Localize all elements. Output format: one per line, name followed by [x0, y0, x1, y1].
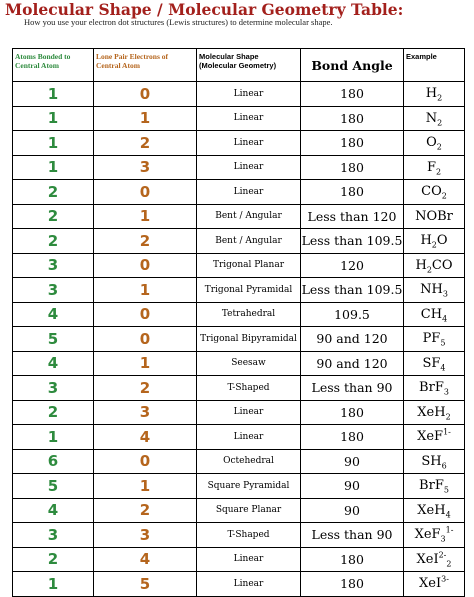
cell-molecular-shape: Linear — [197, 131, 301, 156]
cell-bond-angle: 180 — [301, 180, 404, 205]
cell-atoms-bonded: 3 — [13, 523, 94, 548]
table-row — [13, 376, 465, 401]
cell-lone-pairs: 0 — [94, 449, 197, 474]
header-bond-angle: Bond Angle — [301, 49, 404, 82]
cell-atoms-bonded: 2 — [13, 229, 94, 254]
formula-subscript: 2 — [437, 118, 443, 128]
cell-example-formula — [404, 253, 465, 278]
formula-subscript: 6 — [441, 461, 447, 471]
table-row — [13, 449, 465, 474]
table-row — [13, 204, 465, 229]
cell-lone-pairs: 2 — [94, 376, 197, 401]
cell-bond-angle: 180 — [301, 82, 404, 107]
formula-text: O — [436, 233, 448, 249]
formula-subscript: 5 — [440, 338, 446, 348]
cell-atoms-bonded: 3 — [13, 253, 94, 278]
formula-text: BrF — [419, 478, 444, 494]
cell-bond-angle: 90 — [301, 498, 404, 523]
cell-atoms-bonded: 1 — [13, 106, 94, 131]
formula-superscript: 1- — [443, 427, 451, 437]
formula-superscript: 2- — [438, 550, 447, 560]
header-molecular-shape: Molecular Shape (Molecular Geometry) — [197, 49, 301, 82]
table-row — [13, 253, 465, 278]
table-row — [13, 278, 465, 303]
formula-text: BrF — [419, 380, 444, 396]
cell-bond-angle: 90 and 120 — [301, 351, 404, 376]
cell-molecular-shape: Linear — [197, 572, 301, 597]
cell-atoms-bonded: 4 — [13, 351, 94, 376]
table-row — [13, 229, 465, 254]
cell-atoms-bonded: 1 — [13, 82, 94, 107]
formula-text: F — [426, 159, 436, 175]
formula-subscript: 4 — [442, 314, 448, 324]
table-row — [13, 351, 465, 376]
formula-subscript: 2 — [435, 167, 442, 177]
formula-text: NH — [420, 282, 443, 298]
cell-lone-pairs: 1 — [94, 351, 197, 376]
cell-example-formula — [404, 351, 465, 376]
formula-subscript: 5 — [443, 485, 449, 495]
formula-superscript: 1- — [445, 525, 454, 535]
formula-text: XeH — [417, 404, 446, 420]
cell-molecular-shape: Trigonal Planar — [197, 253, 301, 278]
cell-lone-pairs: 3 — [94, 400, 197, 425]
page-subtitle: How you use your electron dot structures (Lewis structures) to determine molecular shape. — [24, 17, 333, 27]
cell-bond-angle: 109.5 — [301, 302, 404, 327]
table-body — [13, 82, 465, 597]
formula-text: PF — [422, 331, 441, 347]
cell-example-formula — [404, 106, 465, 131]
cell-lone-pairs: 2 — [94, 229, 197, 254]
cell-bond-angle: 180 — [301, 425, 404, 450]
cell-atoms-bonded: 3 — [13, 278, 94, 303]
formula-text: XeF — [414, 527, 441, 543]
table-row — [13, 302, 465, 327]
header-example: Example — [404, 49, 465, 82]
cell-bond-angle: 180 — [301, 572, 404, 597]
cell-molecular-shape: Trigonal Pyramidal — [197, 278, 301, 303]
cell-bond-angle: 180 — [301, 155, 404, 180]
cell-molecular-shape: T-Shaped — [197, 376, 301, 401]
table-row — [13, 327, 465, 352]
cell-lone-pairs: 4 — [94, 547, 197, 572]
cell-molecular-shape: Linear — [197, 82, 301, 107]
formula-subscript: 3 — [443, 387, 449, 397]
formula-subscript: 4 — [445, 510, 451, 520]
table-row — [13, 106, 465, 131]
cell-bond-angle: Less than 90 — [301, 523, 404, 548]
cell-lone-pairs: 0 — [94, 253, 197, 278]
cell-atoms-bonded: 6 — [13, 449, 94, 474]
formula-text: H — [425, 86, 438, 102]
cell-example-formula — [404, 302, 465, 327]
table-row — [13, 425, 465, 450]
cell-bond-angle: 120 — [301, 253, 404, 278]
header-atoms-bonded: Atoms Bonded to Central Atom — [13, 49, 94, 82]
cell-lone-pairs: 1 — [94, 204, 197, 229]
formula-subscript: 2 — [445, 412, 451, 422]
cell-example-formula — [404, 82, 465, 107]
formula-text: N — [425, 110, 438, 126]
cell-atoms-bonded: 4 — [13, 498, 94, 523]
header-lone-pairs: Lone Pair Electrons of Central Atom — [94, 49, 197, 82]
cell-example-formula — [404, 523, 465, 548]
cell-example-formula — [404, 474, 465, 499]
formula-text: XeI — [416, 551, 439, 567]
cell-lone-pairs: 4 — [94, 425, 197, 450]
cell-lone-pairs: 0 — [94, 327, 197, 352]
cell-molecular-shape: T-Shaped — [197, 523, 301, 548]
table-row — [13, 547, 465, 572]
formula-text: H — [420, 233, 432, 249]
cell-molecular-shape: Linear — [197, 180, 301, 205]
cell-atoms-bonded: 2 — [13, 180, 94, 205]
cell-molecular-shape: Linear — [197, 106, 301, 131]
cell-molecular-shape: Linear — [197, 155, 301, 180]
cell-atoms-bonded: 2 — [13, 400, 94, 425]
formula-subscript: 3 — [442, 289, 448, 299]
cell-molecular-shape: Tetrahedral — [197, 302, 301, 327]
cell-bond-angle: Less than 109.5 — [301, 229, 404, 254]
cell-molecular-shape: Square Pyramidal — [197, 474, 301, 499]
cell-lone-pairs: 0 — [94, 180, 197, 205]
formula-subscript: 2 — [441, 191, 447, 201]
formula-superscript: 3- — [441, 574, 449, 584]
formula-subscript: 2 — [446, 559, 452, 569]
table-row — [13, 180, 465, 205]
cell-lone-pairs: 0 — [94, 82, 197, 107]
cell-example-formula — [404, 547, 465, 572]
formula-text: XeI — [419, 576, 442, 592]
cell-lone-pairs: 1 — [94, 278, 197, 303]
cell-atoms-bonded: 1 — [13, 425, 94, 450]
table-row — [13, 82, 465, 107]
formula-text: O — [426, 135, 437, 151]
table-header — [13, 49, 465, 82]
cell-atoms-bonded: 3 — [13, 376, 94, 401]
table-row — [13, 572, 465, 597]
formula-text: H — [415, 257, 427, 273]
molecular-geometry-table — [12, 48, 465, 597]
cell-lone-pairs: 5 — [94, 572, 197, 597]
table-row — [13, 131, 465, 156]
formula-subscript: 2 — [431, 240, 437, 250]
cell-atoms-bonded: 5 — [13, 327, 94, 352]
cell-bond-angle: Less than 120 — [301, 204, 404, 229]
cell-example-formula — [404, 376, 465, 401]
cell-bond-angle: 90 and 120 — [301, 327, 404, 352]
cell-molecular-shape: Trigonal Bipyramidal — [197, 327, 301, 352]
cell-bond-angle: 180 — [301, 400, 404, 425]
cell-atoms-bonded: 2 — [13, 204, 94, 229]
cell-example-formula — [404, 498, 465, 523]
formula-subscript: 2 — [437, 93, 443, 103]
cell-molecular-shape: Linear — [197, 400, 301, 425]
cell-example-formula — [404, 155, 465, 180]
formula-text: CH — [420, 306, 443, 322]
cell-molecular-shape: Seesaw — [197, 351, 301, 376]
cell-example-formula — [404, 449, 465, 474]
cell-atoms-bonded: 1 — [13, 155, 94, 180]
cell-atoms-bonded: 4 — [13, 302, 94, 327]
table-row — [13, 523, 465, 548]
formula-subscript: 2 — [426, 265, 432, 275]
cell-bond-angle: 180 — [301, 106, 404, 131]
cell-example-formula — [404, 278, 465, 303]
cell-molecular-shape: Octehedral — [197, 449, 301, 474]
formula-subscript: 4 — [440, 363, 446, 373]
formula-text: XeH — [417, 502, 446, 518]
cell-lone-pairs: 1 — [94, 474, 197, 499]
formula-subscript: 3 — [440, 534, 446, 544]
page-title: Molecular Shape / Molecular Geometry Table: — [5, 0, 404, 19]
cell-bond-angle: Less than 109.5 — [301, 278, 404, 303]
table-row — [13, 498, 465, 523]
cell-example-formula — [404, 425, 465, 450]
cell-atoms-bonded: 2 — [13, 547, 94, 572]
cell-example-formula — [404, 229, 465, 254]
cell-example-formula — [404, 180, 465, 205]
cell-atoms-bonded: 5 — [13, 474, 94, 499]
cell-example-formula — [404, 327, 465, 352]
cell-lone-pairs: 0 — [94, 302, 197, 327]
formula-text: CO — [421, 184, 442, 200]
cell-molecular-shape: Linear — [197, 425, 301, 450]
table-row — [13, 474, 465, 499]
cell-example-formula — [404, 400, 465, 425]
cell-molecular-shape: Bent / Angular — [197, 204, 301, 229]
cell-bond-angle: Less than 90 — [301, 376, 404, 401]
formula-text: NOBr — [415, 208, 453, 224]
cell-bond-angle: 180 — [301, 547, 404, 572]
formula-text: XeF — [417, 429, 444, 445]
table-row — [13, 155, 465, 180]
formula-text: SF — [422, 355, 441, 371]
cell-example-formula — [404, 572, 465, 597]
cell-lone-pairs: 3 — [94, 523, 197, 548]
cell-atoms-bonded: 1 — [13, 572, 94, 597]
cell-lone-pairs: 2 — [94, 131, 197, 156]
formula-subscript: 2 — [436, 142, 442, 152]
cell-lone-pairs: 3 — [94, 155, 197, 180]
cell-example-formula — [404, 204, 465, 229]
cell-lone-pairs: 2 — [94, 498, 197, 523]
cell-molecular-shape: Bent / Angular — [197, 229, 301, 254]
cell-bond-angle: 90 — [301, 474, 404, 499]
cell-bond-angle: 90 — [301, 449, 404, 474]
cell-bond-angle: 180 — [301, 131, 404, 156]
cell-molecular-shape: Square Planar — [197, 498, 301, 523]
cell-lone-pairs: 1 — [94, 106, 197, 131]
formula-text: CO — [431, 257, 453, 273]
table-row — [13, 400, 465, 425]
cell-molecular-shape: Linear — [197, 547, 301, 572]
header-row — [13, 49, 465, 82]
cell-example-formula — [404, 131, 465, 156]
formula-text: SH — [421, 453, 442, 469]
cell-atoms-bonded: 1 — [13, 131, 94, 156]
